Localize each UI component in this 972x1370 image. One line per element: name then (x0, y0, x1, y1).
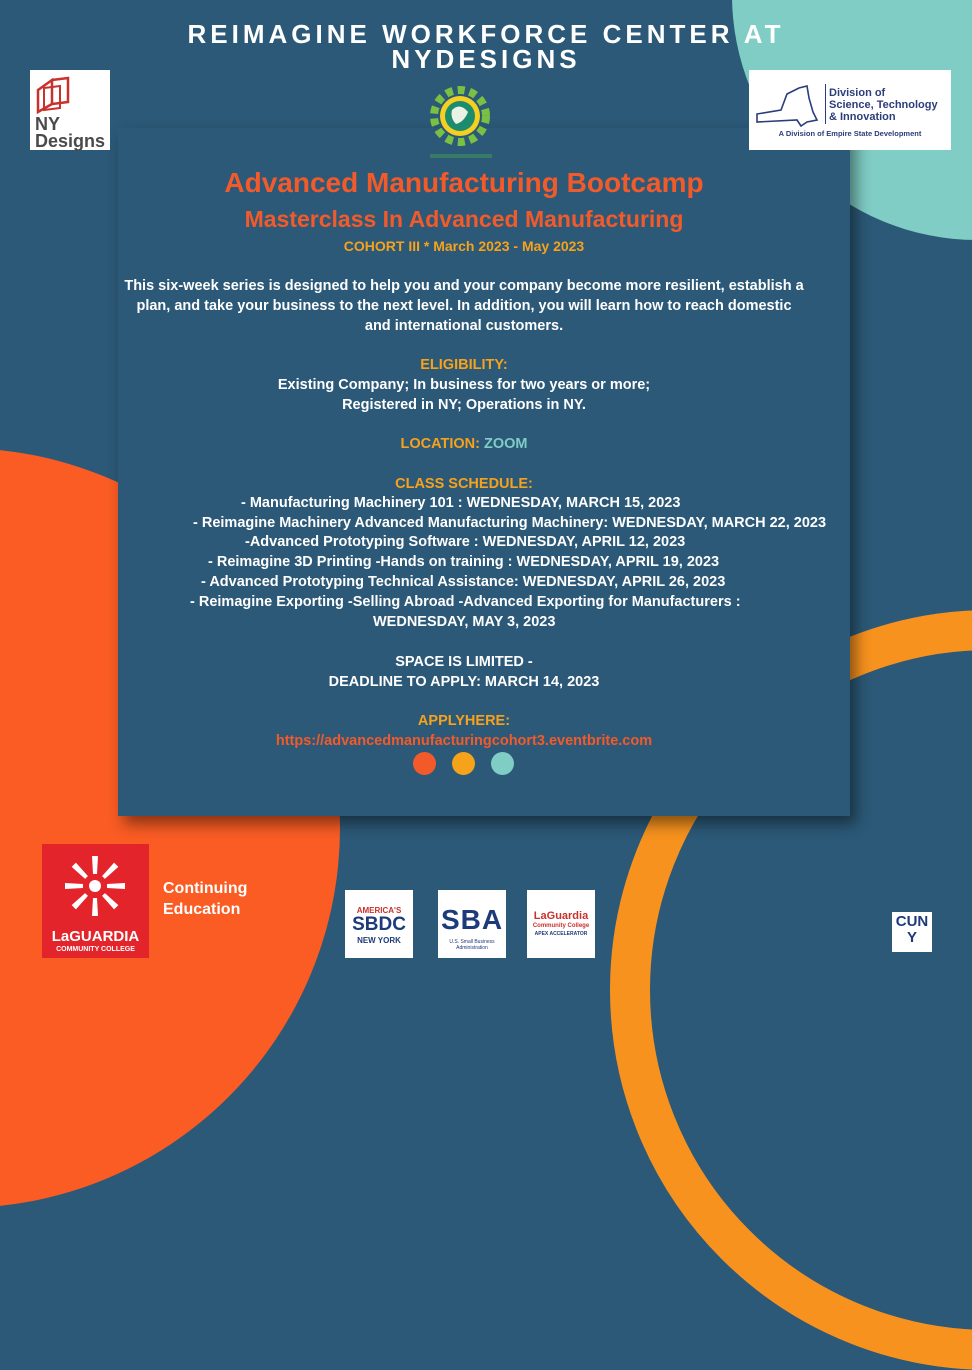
apply-heading: APPLYHERE: (417, 713, 511, 729)
apex-line-1: LaGuardia (533, 910, 589, 922)
schedule-item: WEDNESDAY, MAY 3, 2023 (373, 613, 556, 630)
eligibility-heading: ELIGIBILITY: (420, 357, 508, 373)
ny-designs-logo (30, 70, 110, 150)
sbdc-line-2: SBDC (352, 914, 406, 935)
deadline-text: DEADLINE TO APPLY: MARCH 14, 2023 (328, 674, 600, 690)
event-title: Advanced Manufacturing Bootcamp (224, 167, 704, 198)
sba-logo (438, 890, 506, 958)
laguardia-subtitle: COMMUNITY COLLEGE (56, 946, 135, 953)
location-section (118, 434, 810, 454)
ny-designs-mark-icon (34, 74, 74, 114)
apex-line-2: Community College (532, 923, 590, 929)
cuny-logo (892, 912, 932, 952)
header-line-2: NYDESIGNS (391, 44, 581, 74)
schedule-item: - Reimagine Machinery Advanced Manufacturing Machinery: WEDNESDAY, MARCH 22, 2023 (193, 514, 827, 531)
new-york-state-map-icon (753, 82, 825, 128)
nys-line-3: & Innovation (829, 111, 896, 123)
cuny-text: CUNY (895, 913, 929, 946)
laguardia-apex-logo (527, 890, 595, 958)
schedule-item: - Advanced Prototyping Technical Assistance: WEDNESDAY, APRIL 26, 2023 (201, 574, 726, 590)
nys-line-2: Science, Technology (829, 99, 938, 111)
globe-gear-emblem-icon (424, 82, 500, 164)
schedule-item: - Manufacturing Machinery 101 : WEDNESDAY, MARCH 15, 2023 (241, 494, 681, 511)
apex-line-3: APEX ACCELERATOR (534, 931, 588, 937)
location-heading: LOCATION: (400, 436, 480, 452)
continuing-education-text (163, 878, 247, 920)
event-description (118, 276, 810, 336)
laguardia-name: LaGUARDIA (51, 928, 140, 945)
space-limited-text: SPACE IS LIMITED - (395, 654, 533, 670)
decorative-dots (413, 752, 514, 775)
red-dot (413, 752, 436, 775)
teal-dot (491, 752, 514, 775)
nys-subtitle: A Division of Empire State Development (778, 129, 922, 138)
sbdc-line-3: NEW YORK (357, 936, 401, 945)
eligibility-line-1: Existing Company; In business for two years or more; (277, 377, 651, 393)
sbdc-line-1: AMERICA'S (356, 906, 402, 915)
deadline-section (118, 652, 810, 692)
schedule-item: - Reimagine Exporting -Selling Abroad -Advanced Exporting for Manufacturers : (190, 593, 741, 610)
ny-designs-text: NY Designs (35, 114, 106, 151)
nys-division-logo (749, 70, 951, 150)
cohort-dates: COHORT III * March 2023 - May 2023 (343, 238, 585, 254)
schedule-heading: CLASS SCHEDULE: (395, 476, 533, 492)
continuing-line-1: Continuing (163, 880, 248, 897)
description-line-3: and international customers. (364, 318, 564, 334)
laguardia-starburst-icon (60, 854, 130, 918)
eligibility-line-2: Registered in NY; Operations in NY. (342, 397, 586, 413)
apply-section (118, 711, 810, 751)
sba-line-2: U.S. Small Business Administration (449, 939, 495, 951)
continuing-line-2: Education (163, 901, 241, 918)
header-line-1: REIMAGINE WORKFORCE CENTER AT (187, 19, 785, 49)
apply-link[interactable]: https://advancedmanufacturingcohort3.eventbrite.com (275, 733, 653, 749)
location-value: ZOOM (484, 436, 528, 452)
logo-divider (825, 84, 826, 124)
sba-line-1: SBA (440, 904, 504, 935)
event-subtitle: Masterclass In Advanced Manufacturing (244, 206, 684, 232)
orange-dot (452, 752, 475, 775)
nys-division-text (829, 87, 938, 123)
nys-line-1: Division of (829, 87, 886, 99)
page-header (0, 19, 972, 74)
schedule-item: -Advanced Prototyping Software : WEDNESDAY, APRIL 12, 2023 (245, 534, 686, 551)
sbdc-logo (345, 890, 413, 958)
schedule-item: - Reimagine 3D Printing -Hands on training : WEDNESDAY, APRIL 19, 2023 (208, 554, 720, 571)
eligibility-section (118, 355, 810, 415)
description-line-1: This six-week series is designed to help you and your company become more resilient, establish a (124, 278, 804, 294)
laguardia-logo (42, 844, 149, 958)
description-line-2: plan, and take your business to the next level. In addition, you will learn how to reach domestic (136, 298, 792, 314)
